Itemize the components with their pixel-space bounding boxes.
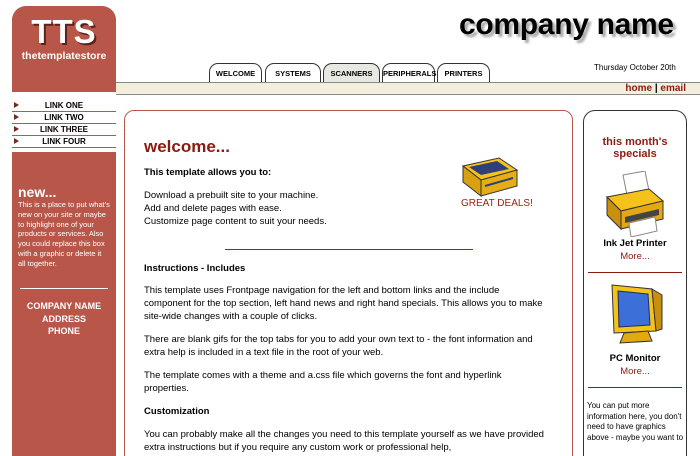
top-links — [625, 83, 686, 95]
more-link-printer[interactable]: More... — [620, 251, 650, 262]
nav-link-label: LINK ONE — [44, 101, 84, 110]
more-link-monitor[interactable]: More... — [620, 366, 650, 377]
nav-link-four[interactable] — [12, 136, 116, 148]
specials-panel — [583, 110, 687, 456]
specials-text: You can put more information here, you don't need to have graphics above - maybe you want to — [587, 401, 684, 442]
company-name-heading: company name — [459, 8, 674, 41]
nav-link-label: LINK FOUR — [42, 137, 86, 146]
tab-systems[interactable]: SYSTEMS — [265, 63, 321, 83]
tab-scanners[interactable]: SCANNERS — [323, 63, 380, 83]
list-item: Customize page content to suit your needs. — [144, 216, 327, 227]
logo-subtitle: thetemplatestore — [21, 50, 107, 62]
date-text: Thursday October 20th — [594, 63, 676, 72]
email-link[interactable]: email — [660, 83, 686, 94]
specials-title-line2: specials — [613, 148, 657, 160]
gifs-paragraph: There are blank gifs for the top tabs for you to add your own text to - the font information and extra help is included in a text file in the root of your web. — [144, 334, 533, 358]
customization-heading: Customization — [144, 406, 210, 417]
great-deals-label[interactable]: GREAT DEALS! — [461, 198, 533, 209]
allows-heading: This template allows you to: — [144, 167, 272, 178]
news-text: This is a place to put what's new on your site or maybe to highlight one of your products or services. Also you could replace this box with a graphic or delete it all together. — [18, 200, 110, 268]
news-title: new... — [18, 184, 57, 200]
nav-link-one[interactable] — [12, 100, 116, 112]
tab-welcome[interactable]: WELCOME — [209, 63, 262, 83]
left-nav — [12, 100, 116, 148]
monitor-icon[interactable] — [606, 281, 664, 349]
news-divider — [20, 288, 108, 289]
theme-paragraph: The template comes with a theme and a.css file which governs the font and hyperlink properties. — [144, 370, 502, 394]
product-name-printer: Ink Jet Printer — [603, 238, 667, 249]
logo-title: TTS — [31, 13, 97, 50]
printer-icon[interactable] — [599, 171, 669, 237]
nav-link-two[interactable] — [12, 112, 116, 124]
tab-printers[interactable]: PRINTERS — [437, 63, 490, 83]
arrow-right-icon — [14, 138, 19, 144]
arrow-right-icon — [14, 126, 19, 132]
specials-divider — [588, 272, 682, 273]
arrow-right-icon — [14, 114, 19, 120]
welcome-heading: welcome... — [144, 137, 230, 156]
scanner-box-icon[interactable] — [459, 156, 519, 198]
nav-link-label: LINK TWO — [44, 113, 84, 122]
tab-peripherals[interactable]: PERIPHERALS — [382, 63, 435, 83]
product-name-monitor: PC Monitor — [609, 353, 661, 364]
content-divider — [225, 249, 473, 250]
home-link[interactable]: home — [625, 83, 653, 94]
list-item: Download a prebuilt site to your machine. — [144, 190, 319, 201]
specials-title — [584, 136, 686, 160]
specials-divider — [588, 387, 682, 388]
main-content — [124, 110, 573, 456]
instructions-paragraph: This template uses Frontpage navigation for the left and bottom links and the include component for the top section, left hand news and right hand specials. This allows you to make site-wide changes with a couple of clicks. — [144, 285, 543, 322]
allow-list — [144, 189, 327, 228]
company-info-phone: PHONE — [47, 326, 80, 336]
company-info — [12, 300, 116, 338]
top-link-bar — [116, 82, 700, 95]
nav-link-three[interactable] — [12, 124, 116, 136]
company-info-name: COMPANY NAME — [26, 301, 102, 311]
list-item: Add and delete pages with ease. — [144, 203, 282, 214]
nav-link-label: LINK THREE — [40, 125, 88, 134]
news-box — [12, 152, 116, 456]
customization-paragraph: You can probably make all the changes you need to this template yourself as we have provided extra instructions but if you require any custom work or professional help, — [144, 429, 544, 453]
specials-title-line1: this month's — [602, 136, 668, 148]
company-info-address: ADDRESS — [41, 313, 86, 324]
logo[interactable] — [12, 6, 116, 92]
instructions-heading: Instructions - Includes — [144, 263, 246, 274]
link-separator: | — [654, 83, 658, 94]
arrow-right-icon — [14, 102, 19, 108]
left-column — [12, 6, 116, 456]
